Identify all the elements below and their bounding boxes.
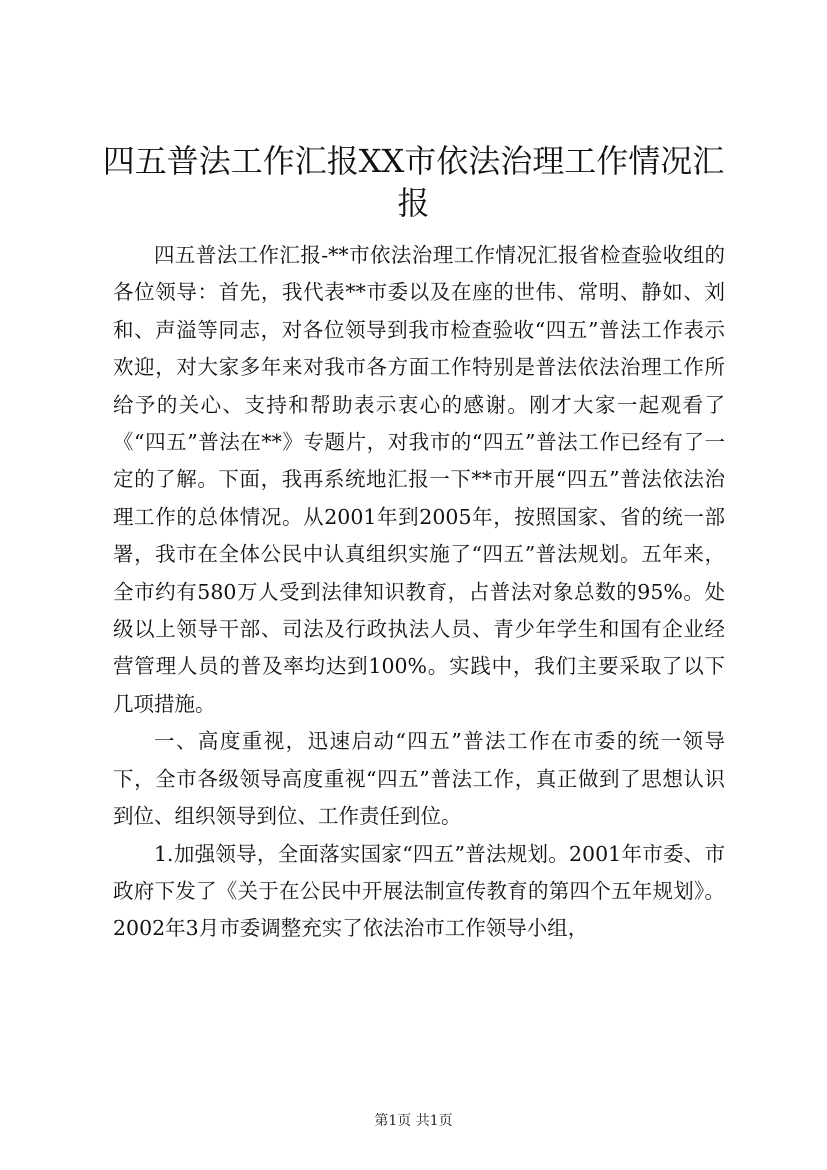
document-body: [113, 237, 725, 948]
paragraph-item-one: 1.加强领导，全面落实国家“四五”普法规划。2001年市委、市政府下发了《关于在公民中开展法制宣传教育的第四个五年规划》。2002年3月市委调整充实了依法治市工作领导小组，: [113, 841, 725, 941]
page-footer: 第1页 共1页: [374, 1113, 453, 1129]
document-title: 四五普法工作汇报XX市依法治理工作情况汇报: [102, 142, 725, 222]
paragraph-intro: 四五普法工作汇报-**市依法治理工作情况汇报省检查验收组的各位领导：首先，我代表**市委以及在座的世伟、常明、静如、刘和、声溢等同志，对各位领导到我市检查验收“四五”普法工作表示欢迎，对大家多年来对我市各方面工作特别是普法依法治理工作所给予的关心、支持和帮助表示衷心的感谢。刚才大家一起观看了《“四五”普法在**》专题片，对我市的“四五”普法工作已经有了一定的了解。下面，我再系统地汇报一下**市开展“四五”普法依法治理工作的总体情况。从2001年到2005年，按照国家、省的统一部署，我市在全体公民中认真组织实施了“四五”普法规划。五年来，全市约有580万人受到法律知识教育，占普法对象总数的95%。处级以上领导干部、司法及行政执法人员、青少年学生和国有企业经营管理人员的普及率均达到100%。实践中，我们主要采取了以下几项措施。: [113, 243, 725, 716]
paragraph-section-one: 一、高度重视，迅速启动“四五”普法工作在市委的统一领导下，全市各级领导高度重视“四五”普法工作，真正做到了思想认识到位、组织领导到位、工作责任到位。: [113, 729, 725, 829]
